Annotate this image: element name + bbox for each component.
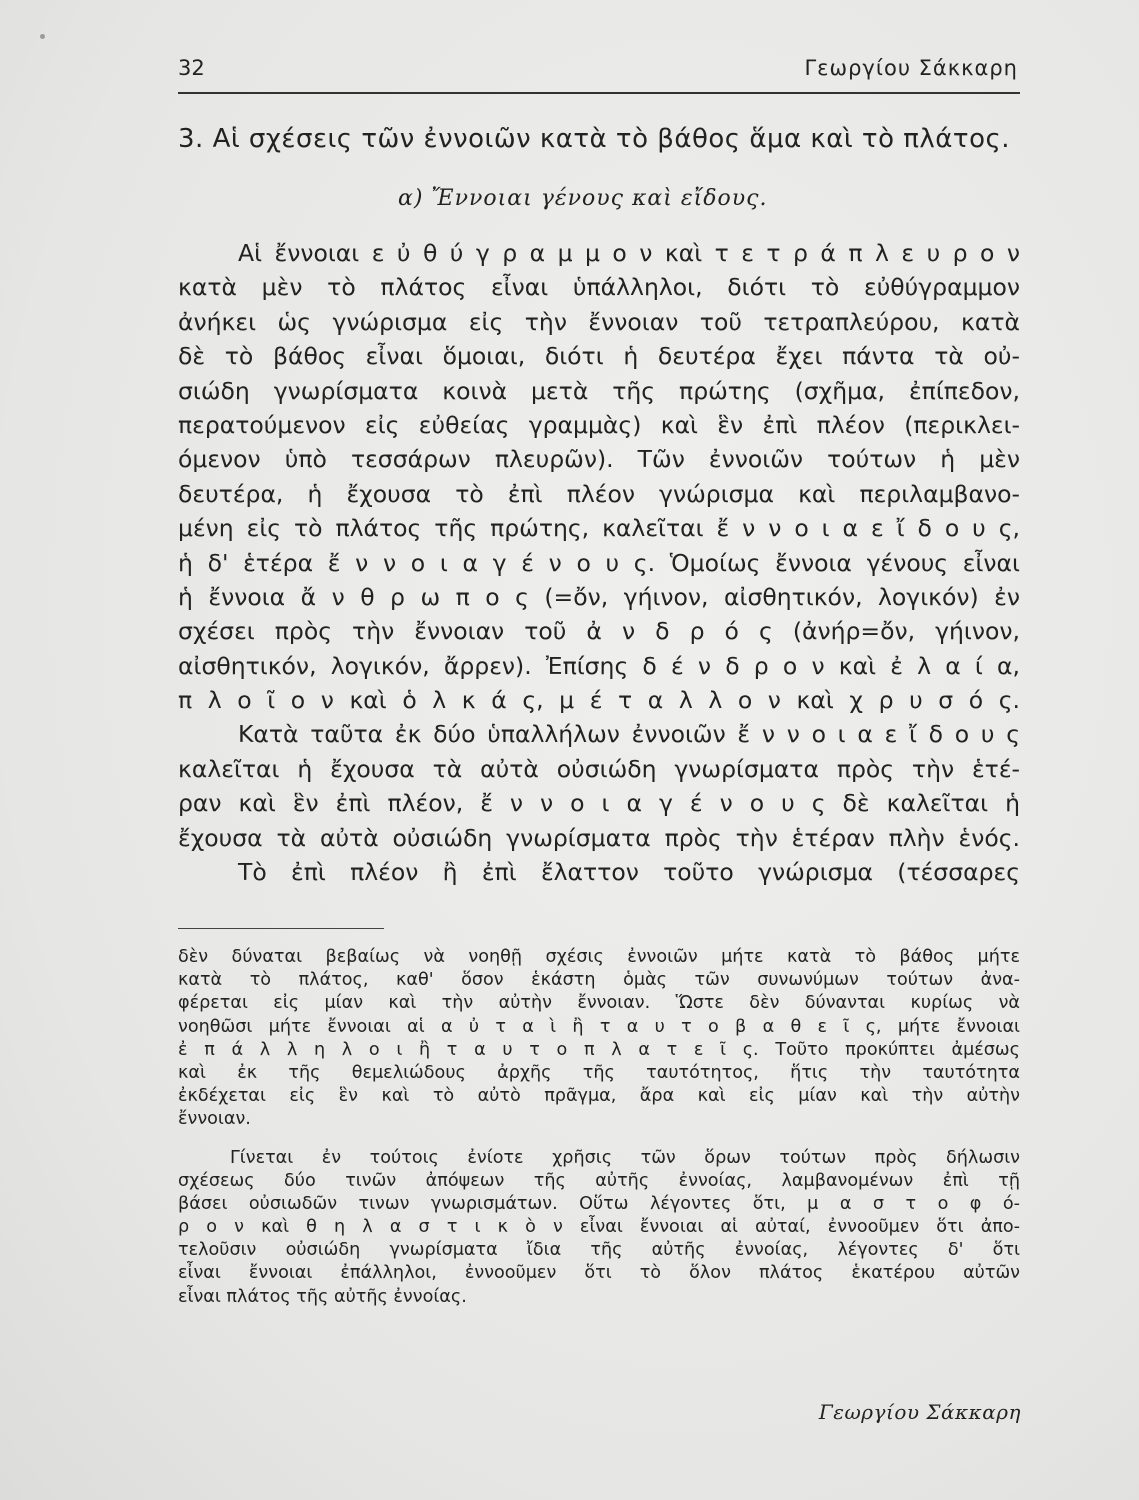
body-line: δὲ τὸ βάθος εἶναι ὅμοιαι, διότι ἡ δευτέρα ἔχει πάντα τὰ οὐ- — [178, 342, 1020, 371]
body-line: δευτέρα, ἡ ἔχουσα τὸ ἐπὶ πλέον γνώρισμα καὶ περιλαμβανο- — [178, 479, 1020, 508]
author-signature: Γεωργίου Σάκκαρη — [818, 1400, 1021, 1424]
footnote-line: εἶναι ἔννοιαι ἐπάλληλοι, ἐννοοῦμεν ὅτι τὸ ὅλον πλάτος ἑκατέρου αὐτῶν — [178, 1263, 1020, 1284]
body-line: Αἱ ἔννοιαι ε ὐ θ ύ γ ρ α μ μ ο ν καὶ τ ε τ ρ ά π λ ε υ ρ ο ν — [238, 239, 1020, 267]
paper-speck — [40, 34, 45, 39]
body-line: ἡ ἔννοια ἄ ν θ ρ ω π ο ς (=ὄν, γήινον, αἰσθητικόν, λογικόν) ἐν — [178, 582, 1020, 611]
body-line: μένη εἰς τὸ πλάτος τῆς πρώτης, καλεῖται ἔ ν ν ο ι α ε ἴ δ ο υ ς, — [178, 514, 1020, 543]
body-line: π λ ο ῖ ο ν καὶ ὁ λ κ ά ς, μ έ τ α λ λ ο ν καὶ χ ρ υ σ ό ς. — [178, 686, 1020, 715]
page-number: 32 — [178, 56, 205, 80]
body-line: ἀνήκει ὡς γνώρισμα εἰς τὴν ἔννοιαν τοῦ τετραπλεύρου, κατὰ — [178, 307, 1020, 336]
footnote-line: ἔννοιαν. — [178, 1109, 251, 1130]
footnote-line: ἐ π ά λ λ η λ ο ι ἢ τ α υ τ ο π λ α τ ε ῖ ς. Τοῦτο προκύπτει ἀμέσως — [178, 1039, 1020, 1060]
page-header — [178, 52, 1018, 92]
body-line: όμενον ὑπὸ τεσσάρων πλευρῶν). Τῶν ἐννοιῶν τούτων ἡ μὲν — [178, 445, 1020, 474]
body-line: καλεῖται ἡ ἔχουσα τὰ αὐτὰ οὐσιώδη γνωρίσματα πρὸς τὴν ἑτέ- — [178, 754, 1020, 783]
footnote-line: δὲν δύναται βεβαίως νὰ νοηθῇ σχέσις ἐννοιῶν μήτε κατὰ τὸ βάθος μήτε — [178, 947, 1020, 967]
body-text — [178, 236, 1020, 889]
running-head: Γεωργίου Σάκκαρη — [804, 56, 1018, 80]
footnote-line: καὶ ἐκ τῆς θεμελιώδους ἀρχῆς τῆς ταυτότητος, ἥτις τὴν ταυτότητα — [178, 1062, 1020, 1083]
subsection-heading: α) Ἔννοιαι γένους καὶ εἴδους. — [398, 186, 768, 211]
footnote-line: Γίνεται ἐν τούτοις ἐνίοτε χρῆσις τῶν ὅρων τούτων πρὸς δήλωσιν — [230, 1147, 1020, 1168]
header-rule — [178, 92, 1020, 94]
body-line: ἡ δ' ἑτέρα ἔ ν ν ο ι α γ έ ν ο υ ς. Ὁμοίως ἔννοια γένους εἶναι — [178, 548, 1020, 577]
section-heading: 3. Αἱ σχέσεις τῶν ἐννοιῶν κατὰ τὸ βάθος ἅμα καὶ τὸ πλάτος. — [178, 124, 1011, 154]
body-line: κατὰ μὲν τὸ πλάτος εἶναι ὑπάλληλοι, διότι τὸ εὐθύγραμμον — [178, 273, 1020, 302]
footnote-line: κατὰ τὸ πλάτος, καθ' ὅσον ἑκάστη ὁμὰς τῶν συνωνύμων τούτων ἀνα- — [178, 970, 1020, 991]
footnote-rule — [178, 928, 384, 929]
body-line: ἔχουσα τὰ αὐτὰ οὐσιώδη γνωρίσματα πρὸς τὴν ἑτέραν πλὴν ἑνός. — [178, 823, 1020, 852]
footnote-line: φέρεται εἰς μίαν καὶ τὴν αὐτὴν ἔννοιαν. Ὥστε δὲν δύνανται κυρίως νὰ — [178, 993, 1020, 1014]
body-line: Κατὰ ταῦτα ἐκ δύο ὑπαλλήλων ἐννοιῶν ἔ ν ν ο ι α ε ἴ δ ο υ ς — [238, 720, 1020, 749]
body-line: σιώδη γνωρίσματα κοινὰ μετὰ τῆς πρώτης (σχῆμα, ἐπίπεδον, — [178, 376, 1020, 405]
footnotes — [178, 946, 1020, 1309]
footnote-line: νοηθῶσι μήτε ἔννοιαι αἱ α ὐ τ α ὶ ἢ τ α υ τ ο β α θ ε ῖ ς, μήτε ἔννοιαι — [178, 1016, 1020, 1037]
footnote-line: ρ ο ν καὶ θ η λ α σ τ ι κ ὸ ν εἶναι ἔννοιαι αἱ αὐταί, ἐννοοῦμεν ὅτι ἀπο- — [178, 1217, 1020, 1238]
footnote-line: σχέσεως δύο τινῶν ἀπόψεων τῆς αὐτῆς ἐννοίας, λαμβανομένων ἐπὶ τῇ — [178, 1170, 1020, 1191]
body-line: Τὸ ἐπὶ πλέον ἢ ἐπὶ ἔλαττον τοῦτο γνώρισμα (τέσσαρες — [238, 858, 1020, 887]
body-line: περατούμενον εἰς εὐθείας γραμμὰς) καὶ ἓν ἐπὶ πλέον (περικλει- — [178, 410, 1020, 439]
footnote-line: ἐκδέχεται εἰς ἓν καὶ τὸ αὐτὸ πρᾶγμα, ἄρα καὶ εἰς μίαν καὶ τὴν αὐτὴν — [178, 1086, 1020, 1107]
body-line: ραν καὶ ἓν ἐπὶ πλέον, ἔ ν ν ο ι α γ έ ν ο υ ς δὲ καλεῖται ἡ — [178, 789, 1020, 818]
footnote-line: τελοῦσιν οὐσιώδη γνωρίσματα ἴδια τῆς αὐτῆς ἐννοίας, λέγοντες δ' ὅτι — [178, 1240, 1020, 1261]
body-line: αἰσθητικόν, λογικόν, ἄρρεν). Ἐπίσης δ έ ν δ ρ ο ν καὶ ἐ λ α ί α, — [178, 651, 1020, 680]
footnote-line: εἶναι πλάτος τῆς αὐτῆς ἐννοίας. — [178, 1286, 467, 1307]
footnote-line: βάσει οὐσιωδῶν τινων γνωρισμάτων. Οὕτω λέγοντες ὅτι, μ α σ τ ο φ ό- — [178, 1193, 1020, 1214]
body-line: σχέσει πρὸς τὴν ἔννοιαν τοῦ ἀ ν δ ρ ό ς (ἀνήρ=ὄν, γήινον, — [178, 617, 1020, 646]
